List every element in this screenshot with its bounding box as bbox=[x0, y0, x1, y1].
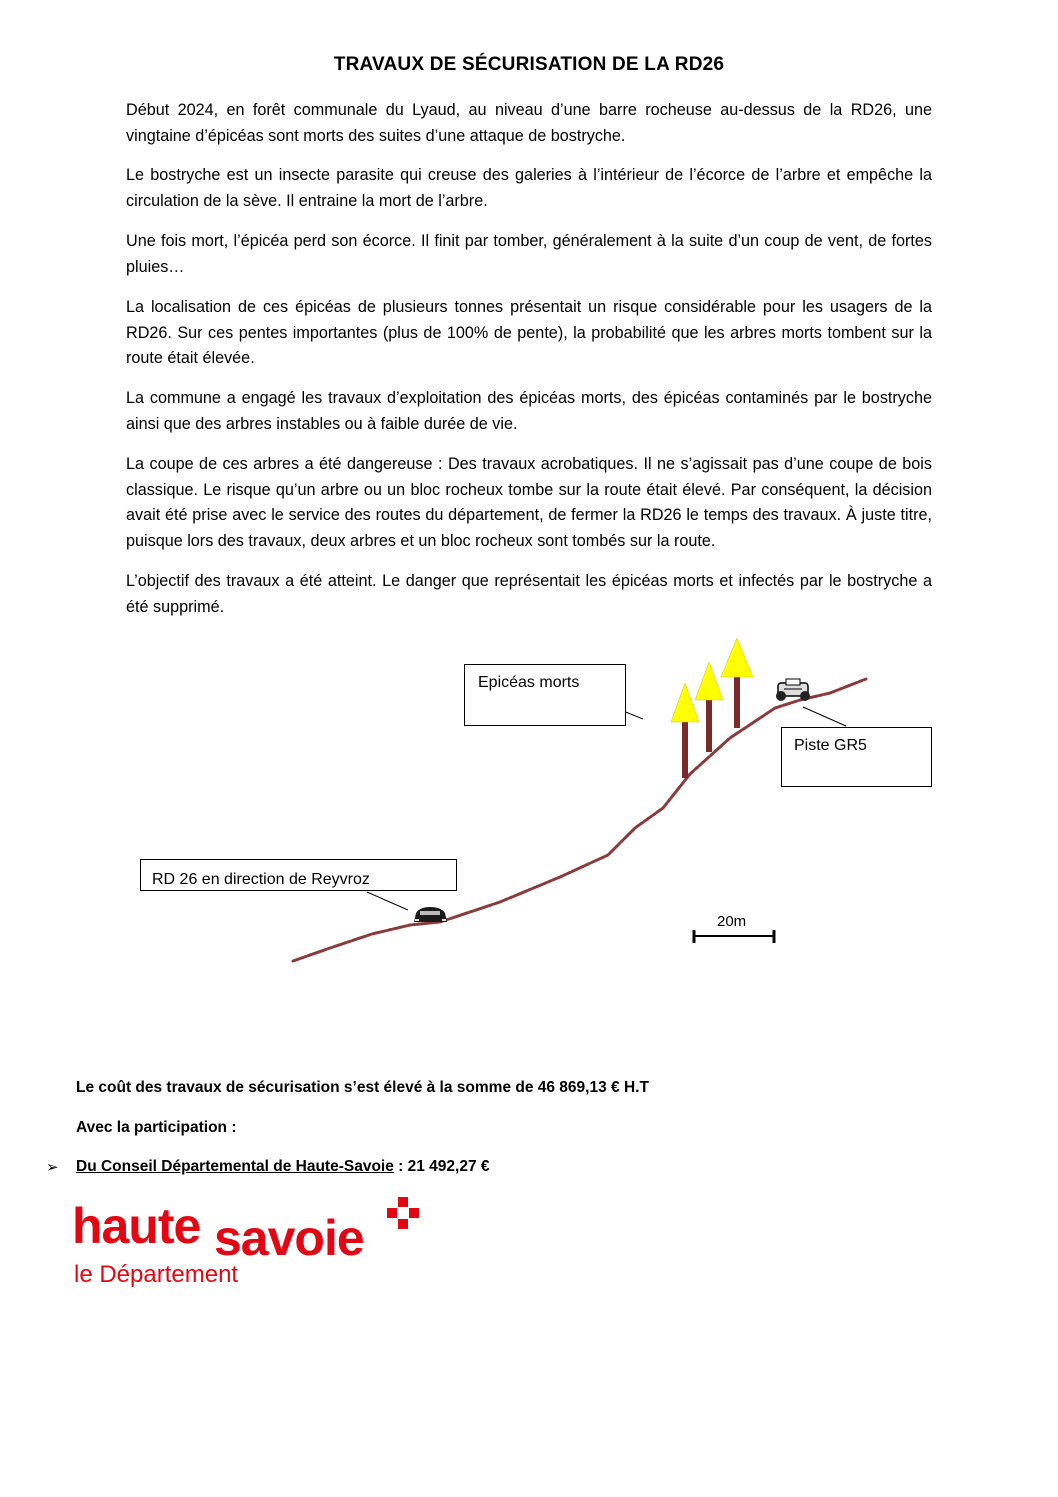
road-callout-line bbox=[367, 892, 408, 910]
svg-text:haute: haute bbox=[72, 1198, 201, 1254]
paragraph-bostryche: Le bostryche est un insecte parasite qui creuse des galeries à l’intérieur de l’écorce de l’arbre et empêche la circulation de la sève. Il entraine la mort de l’arbre. bbox=[126, 166, 932, 210]
paragraph-coupe: La coupe de ces arbres a été dangereuse : Des travaux acrobatiques. Il ne s’agissait pas d’une coupe de bois classique. Le risque qu’un arbre ou un bloc rocheux tombe sur la route était élevé. Par conséquent, la décision avait été prise avec le service des routes du département, de fermer la RD26 le temps des travaux. À juste titre, puisque lors des travaux, deux arbres et un bloc rocheux sont tombés sur la route. bbox=[126, 455, 932, 550]
car-icon bbox=[414, 907, 447, 922]
svg-text:le Département: le Département bbox=[74, 1261, 239, 1288]
contributor-name: Du Conseil Départemental de Haute-Savoie bbox=[76, 1158, 394, 1175]
track-callout-line bbox=[803, 707, 846, 726]
paragraph-intro: Début 2024, en forêt communale du Lyaud, au niveau d’une barre rocheuse au-dessus de la RD26, une vingtaine d’épicéas sont morts des suites d’une attaque de bostryche. bbox=[126, 101, 932, 145]
haute-savoie-logo bbox=[72, 1195, 432, 1295]
svg-text:savoie: savoie bbox=[214, 1210, 364, 1266]
scale-bar bbox=[694, 930, 774, 943]
label-box-dead-trees: Epicéas morts bbox=[464, 664, 626, 726]
haute-savoie-logo-svg bbox=[72, 1195, 432, 1295]
total-cost-text: Le coût des travaux de sécurisation s’est élevé à la somme de 46 869,13 € H.T bbox=[76, 1079, 649, 1096]
dead-spruce-tree bbox=[695, 662, 723, 752]
label-box-rd26: RD 26 en direction de Reyvroz bbox=[140, 859, 457, 891]
paragraph-commune: La commune a engagé les travaux d’exploitation des épicéas morts, des épicéas contaminés par le bostryche ainsi que des arbres instables ou à faible durée de vie. bbox=[126, 389, 932, 433]
slope-diagram bbox=[0, 630, 1058, 1030]
participation-heading: Avec la participation : bbox=[76, 1119, 237, 1136]
paragraph-risque: La localisation de ces épicéas de plusieurs tonnes présentait un risque considérable pour les usagers de la RD26. Sur ces pentes importantes (plus de 100% de pente), la probabilité que les arbres morts tombent sur la route était élevée. bbox=[126, 298, 932, 367]
arrow-bullet-icon: ➢ bbox=[46, 1159, 59, 1176]
contributor-amount: : 21 492,27 € bbox=[393, 1158, 490, 1175]
paragraph-epicea: Une fois mort, l’épicéa perd son écorce. Il finit par tomber, généralement à la suite d’un coup de vent, de fortes pluies… bbox=[126, 232, 932, 276]
dead-spruce-tree bbox=[721, 638, 753, 728]
paragraph-objectif: L’objectif des travaux a été atteint. Le danger que représentait les épicéas morts et infectés par le bostryche a été supprimé. bbox=[126, 572, 932, 616]
scale-bar-label: 20m bbox=[717, 913, 747, 930]
page-title: TRAVAUX DE SÉCURISATION DE LA RD26 bbox=[333, 54, 725, 75]
contributor-line bbox=[76, 1158, 490, 1176]
label-box-piste-gr5: Piste GR5 bbox=[781, 727, 932, 787]
swiss-cross-icon bbox=[385, 1195, 421, 1231]
dead-spruce-tree bbox=[671, 683, 699, 778]
tractor-icon bbox=[776, 679, 810, 701]
